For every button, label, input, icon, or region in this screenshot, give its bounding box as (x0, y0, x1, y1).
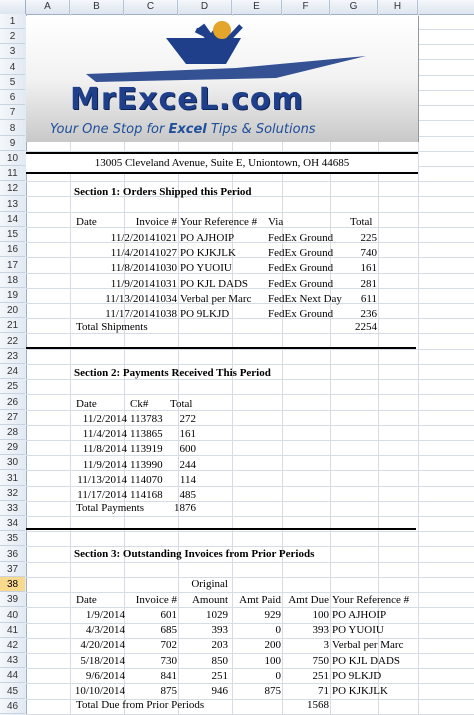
column-header-c[interactable]: C (124, 0, 178, 14)
column-header-b[interactable]: B (70, 0, 124, 14)
row-header-19[interactable]: 19 (0, 288, 25, 303)
section-divider-2 (26, 528, 416, 530)
section2-header-total: Total (170, 398, 193, 410)
section1-cell: PO YUOIU (180, 262, 232, 274)
address-line: 13005 Cleveland Avenue, Suite E, Uniontown, OH 44685 (26, 152, 418, 174)
section3-cell: 4/20/2014 (80, 639, 125, 651)
row-header-23[interactable]: 23 (0, 349, 25, 364)
section1-cell: Verbal per Marc (180, 293, 252, 305)
row-header-26[interactable]: 26 (0, 395, 25, 410)
section3-cell: 393 (211, 624, 228, 636)
row-header-30[interactable]: 30 (0, 455, 25, 470)
section3-cell: 841 (160, 670, 177, 682)
row-header-3[interactable]: 3 (0, 44, 25, 59)
row-header-20[interactable]: 20 (0, 303, 25, 318)
section3-cell: 100 (312, 609, 329, 621)
row-header-1[interactable]: 1 (0, 14, 25, 29)
section1-cell: 11/8/2014 (110, 262, 155, 274)
section1-cell: 1027 (155, 247, 177, 259)
section1-cell: FedEx Next Day (268, 293, 342, 305)
row-header-35[interactable]: 35 (0, 531, 25, 546)
row-header-bar (0, 14, 27, 715)
row-header-41[interactable]: 41 (0, 623, 25, 638)
row-header-32[interactable]: 32 (0, 486, 25, 501)
section2-cell: 113990 (130, 459, 163, 471)
section2-header-check: Ck# (130, 398, 149, 410)
row-header-2[interactable]: 2 (0, 29, 25, 44)
row-header-21[interactable]: 21 (0, 318, 25, 333)
row-header-34[interactable]: 34 (0, 516, 25, 531)
section3-cell: 5/18/2014 (80, 655, 125, 667)
logo-brand-text: MrExceL.com (70, 82, 304, 117)
row-header-18[interactable]: 18 (0, 273, 25, 288)
section3-total-value: 1568 (307, 699, 329, 711)
section3-cell: 946 (211, 685, 228, 697)
section2-cell: 600 (179, 443, 196, 455)
row-header-16[interactable]: 16 (0, 242, 25, 257)
section2-cell: 114168 (130, 489, 163, 501)
row-header-27[interactable]: 27 (0, 410, 25, 425)
row-header-12[interactable]: 12 (0, 181, 25, 196)
section3-cell: 1/9/2014 (85, 609, 125, 621)
mrexcel-logo-banner (26, 16, 419, 142)
section3-cell: 203 (211, 639, 228, 651)
section3-header-invoice: Invoice # (135, 594, 177, 606)
section1-cell: PO 9LKJD (180, 308, 230, 320)
section2-title: Section 2: Payments Received This Period (74, 367, 271, 379)
section1-cell: PO KJL DADS (180, 278, 249, 290)
section1-cell: 11/2/2014 (110, 232, 155, 244)
section1-header-total: Total (350, 216, 373, 228)
grid-row-line (26, 531, 474, 532)
section1-cell: 11/13/2014 (105, 293, 155, 305)
section3-cell: 10/10/2014 (74, 685, 125, 697)
section3-cell: 100 (264, 655, 281, 667)
row-header-5[interactable]: 5 (0, 75, 25, 90)
section1-cell: 1030 (155, 262, 177, 274)
row-header-46[interactable]: 46 (0, 699, 25, 714)
section1-cell: FedEx Ground (268, 262, 334, 274)
row-header-24[interactable]: 24 (0, 364, 25, 379)
section1-cell: FedEx Ground (268, 247, 334, 259)
row-header-33[interactable]: 33 (0, 501, 25, 516)
section1-total-value: 2254 (355, 321, 377, 333)
row-header-10[interactable]: 10 (0, 151, 25, 166)
section1-cell: PO AJHOIP (180, 232, 235, 244)
section3-header-amount: Amount (191, 594, 228, 606)
section1-cell: 281 (360, 278, 377, 290)
section3-header-date: Date (76, 594, 97, 606)
row-header-44[interactable]: 44 (0, 668, 25, 683)
row-header-43[interactable]: 43 (0, 653, 25, 668)
section2-cell: 11/2/2014 (82, 413, 127, 425)
section2-cell: 11/9/2014 (82, 459, 127, 471)
select-all-corner[interactable] (0, 0, 26, 14)
section-divider-1 (26, 347, 416, 349)
section2-total-label: Total Payments (76, 502, 144, 514)
section1-cell: 11/9/2014 (110, 278, 155, 290)
column-header-d[interactable]: D (178, 0, 232, 14)
section2-cell: 485 (179, 489, 196, 501)
section3-cell: 4/3/2014 (85, 624, 125, 636)
grid-row-line (26, 364, 474, 365)
section1-cell: PO KJKJLK (180, 247, 236, 259)
grid-row-line (26, 181, 474, 182)
row-header-38[interactable]: 38 (0, 577, 25, 592)
row-header-42[interactable]: 42 (0, 638, 25, 653)
section1-header-via: Via (268, 216, 284, 228)
section3-header-amt-paid: Amt Paid (239, 594, 281, 606)
grid-row-line (26, 394, 474, 395)
row-header-40[interactable]: 40 (0, 608, 25, 623)
grid-row-line (26, 349, 474, 350)
section3-header-reference: Your Reference # (332, 594, 410, 606)
section1-cell: 1038 (155, 308, 177, 320)
section3-cell: 71 (318, 685, 329, 697)
section2-cell: 161 (179, 428, 196, 440)
section3-cell: Verbal per Marc (332, 639, 404, 651)
section3-cell: 850 (211, 655, 228, 667)
section3-cell: 875 (264, 685, 281, 697)
section3-cell: 750 (312, 655, 329, 667)
section3-header-amt-due: Amt Due (288, 594, 329, 606)
grid-row-line (26, 562, 474, 563)
section3-cell: 9/6/2014 (85, 670, 125, 682)
row-header-4[interactable]: 4 (0, 60, 25, 75)
grid-row-line (26, 516, 474, 517)
row-header-9[interactable]: 9 (0, 136, 25, 151)
section1-title: Section 1: Orders Shipped this Period (74, 186, 252, 198)
section3-cell: 875 (160, 685, 177, 697)
section1-cell: FedEx Ground (268, 308, 334, 320)
row-header-13[interactable]: 13 (0, 197, 25, 212)
section3-total-label: Total Due from Prior Periods (76, 699, 205, 711)
section3-cell: 0 (275, 624, 281, 636)
row-header-36[interactable]: 36 (0, 547, 25, 562)
section3-cell: 251 (312, 670, 329, 682)
column-header-a[interactable]: A (26, 0, 70, 14)
section1-cell: 161 (360, 262, 377, 274)
section1-cell: 11/4/2014 (110, 247, 155, 259)
section1-cell: 1021 (155, 232, 177, 244)
section2-cell: 11/4/2014 (82, 428, 127, 440)
section2-header-date: Date (76, 398, 97, 410)
row-header-25[interactable]: 25 (0, 379, 25, 394)
row-header-14[interactable]: 14 (0, 212, 25, 227)
section1-cell: FedEx Ground (268, 278, 334, 290)
section3-cell: 730 (160, 655, 177, 667)
row-header-22[interactable]: 22 (0, 334, 25, 349)
section3-cell: PO YUOIU (332, 624, 384, 636)
row-header-37[interactable]: 37 (0, 562, 25, 577)
section3-cell: PO 9LKJD (332, 670, 382, 682)
section3-cell: 1029 (206, 609, 228, 621)
section2-cell: 11/8/2014 (82, 443, 127, 455)
section1-cell: 11/17/2014 (105, 308, 155, 320)
column-header-e[interactable]: E (232, 0, 282, 14)
section3-cell: 393 (312, 624, 329, 636)
grid-row-line (26, 577, 474, 578)
row-header-28[interactable]: 28 (0, 425, 25, 440)
row-header-45[interactable]: 45 (0, 684, 25, 699)
row-header-15[interactable]: 15 (0, 227, 25, 242)
grid-row-line (26, 212, 474, 213)
section3-cell: 929 (264, 609, 281, 621)
section1-cell: 740 (360, 247, 377, 259)
section2-cell: 272 (179, 413, 196, 425)
section2-cell: 113865 (130, 428, 163, 440)
section2-cell: 114 (179, 474, 196, 486)
column-header-h[interactable]: H (378, 0, 418, 14)
section3-cell: 251 (211, 670, 228, 682)
section2-cell: 113919 (130, 443, 163, 455)
section2-cell: 11/13/2014 (77, 474, 127, 486)
section2-cell: 113783 (130, 413, 163, 425)
section2-cell: 11/17/2014 (77, 489, 127, 501)
row-header-8[interactable]: 8 (0, 121, 25, 136)
row-header-39[interactable]: 39 (0, 592, 25, 607)
section2-total-value: 1876 (174, 502, 196, 514)
column-header-g[interactable]: G (330, 0, 378, 14)
section1-cell: 1031 (155, 278, 177, 290)
section1-cell: 225 (360, 232, 377, 244)
section3-cell: PO KJL DADS (332, 655, 401, 667)
section3-cell: PO AJHOIP (332, 609, 387, 621)
section3-cell: 601 (160, 609, 177, 621)
row-header-6[interactable]: 6 (0, 90, 25, 105)
column-header-bar (0, 0, 474, 15)
row-header-31[interactable]: 31 (0, 471, 25, 486)
section3-cell: 200 (264, 639, 281, 651)
section1-header-invoice: Invoice # (135, 216, 177, 228)
row-header-7[interactable]: 7 (0, 105, 25, 120)
section1-header-reference: Your Reference # (180, 216, 258, 228)
section1-cell: 236 (360, 308, 377, 320)
column-header-f[interactable]: F (282, 0, 330, 14)
section1-cell: 1034 (155, 293, 177, 305)
section3-cell: PO KJKJLK (332, 685, 388, 697)
row-header-29[interactable]: 29 (0, 440, 25, 455)
section3-cell: 702 (160, 639, 177, 651)
logo-tagline: Your One Stop for Excel Tips & Solutions (50, 122, 316, 137)
row-header-11[interactable]: 11 (0, 166, 25, 181)
section3-cell: 0 (275, 670, 281, 682)
section2-cell: 114070 (130, 474, 163, 486)
section1-header-date: Date (76, 216, 97, 228)
section3-header-original: Original (191, 578, 228, 590)
section3-title: Section 3: Outstanding Invoices from Prior Periods (74, 548, 315, 560)
section1-cell: FedEx Ground (268, 232, 334, 244)
section3-cell: 3 (323, 639, 329, 651)
section1-total-label: Total Shipments (76, 321, 148, 333)
row-header-17[interactable]: 17 (0, 258, 25, 273)
section3-cell: 685 (160, 624, 177, 636)
section2-cell: 244 (179, 459, 196, 471)
section1-cell: 611 (360, 293, 377, 305)
